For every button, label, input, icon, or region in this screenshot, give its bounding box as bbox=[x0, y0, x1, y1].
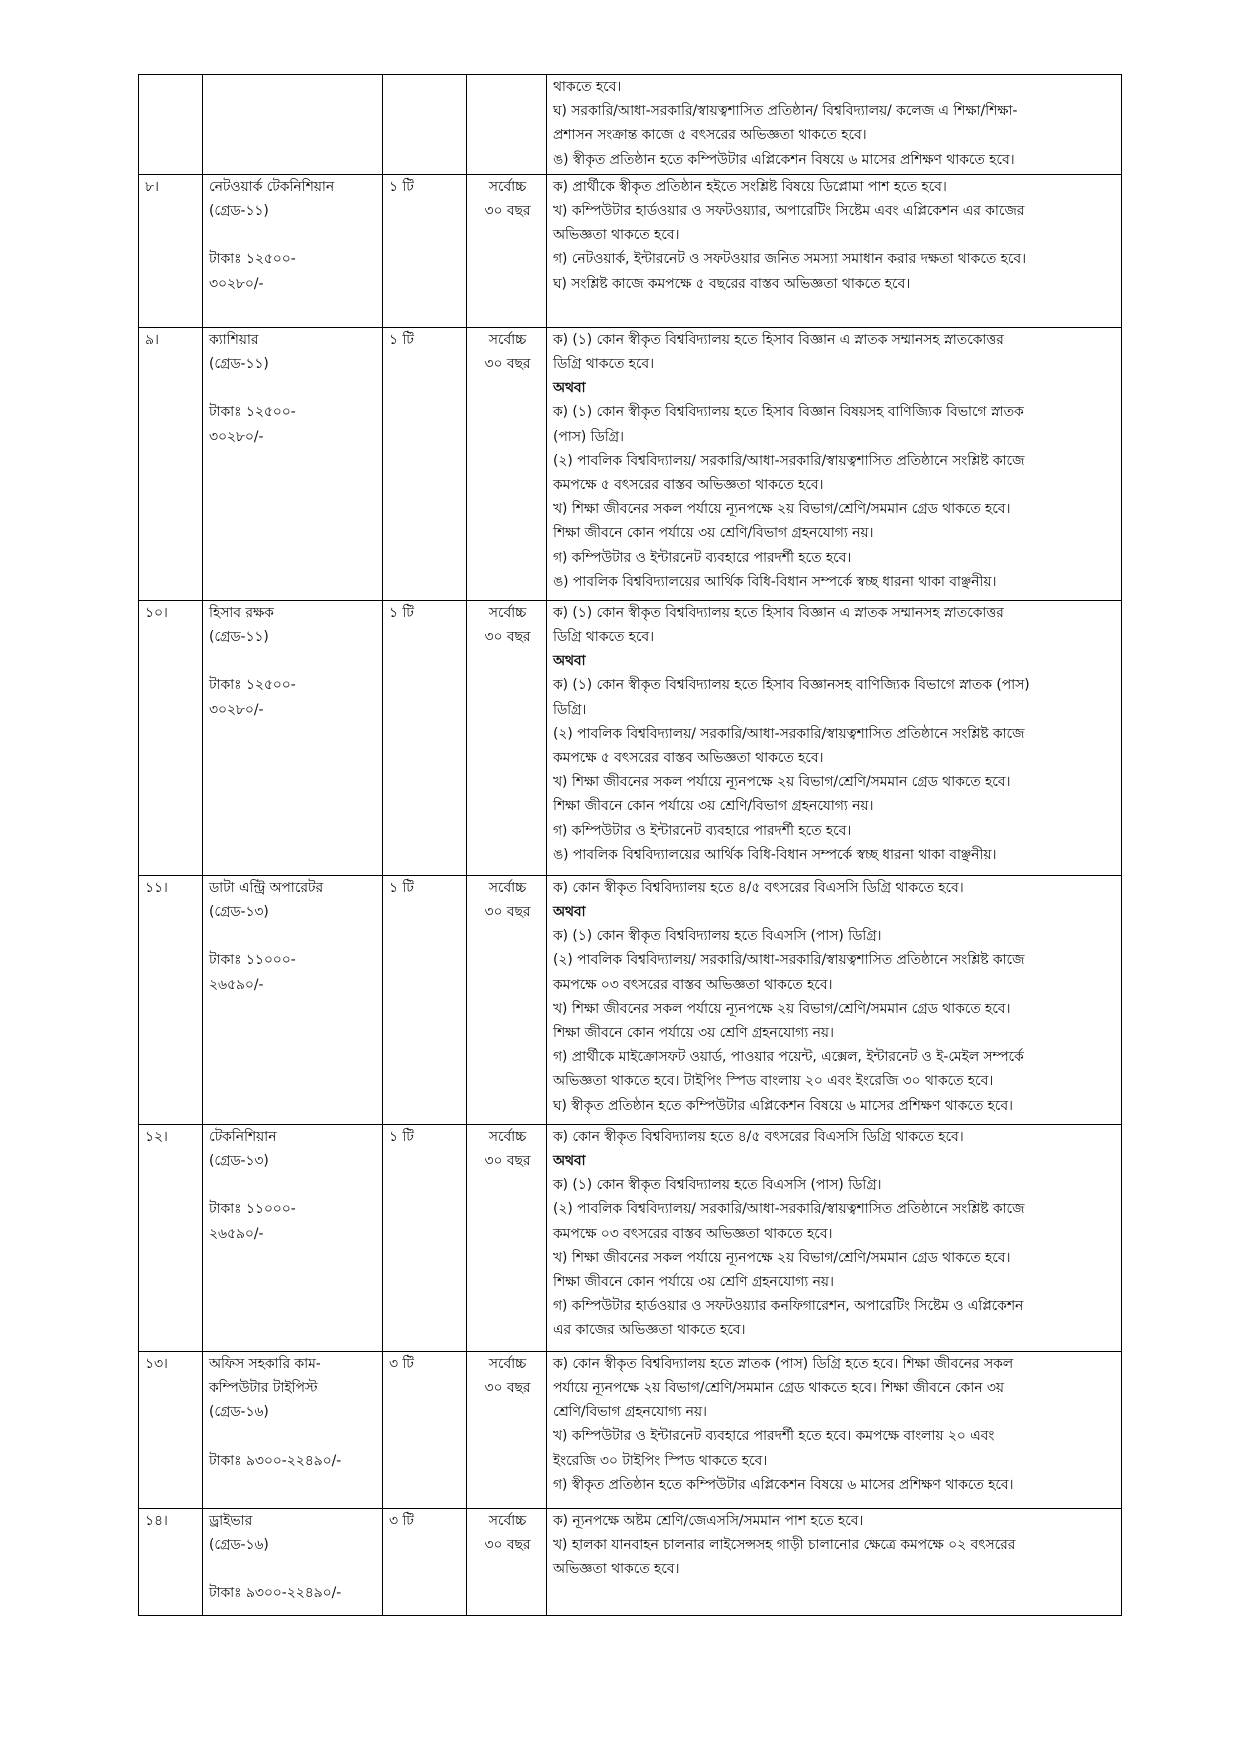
table-row bbox=[139, 875, 1122, 1124]
requirements-cell bbox=[547, 1351, 1122, 1508]
vacancy-count: ৩ টি bbox=[389, 1355, 414, 1372]
or-separator: অথবা bbox=[553, 904, 586, 921]
age-limit-cell bbox=[467, 1351, 547, 1508]
requirement-line: ঙ) পাবলিক বিশ্ববিদ্যালয়ের আর্থিক বিধি-বিধান সম্পর্কে স্বচ্ছ ধারনা থাকা বাঞ্ছনীয়। bbox=[553, 846, 997, 863]
age-limit-cell bbox=[467, 1508, 547, 1615]
post-name-cell bbox=[203, 875, 383, 1124]
vacancy-count: ১ টি bbox=[389, 604, 414, 621]
post-line: ৩০২৮০/- bbox=[209, 701, 264, 718]
serial-number-cell bbox=[139, 600, 203, 875]
post-line: ২৬৫৯০/- bbox=[209, 1225, 264, 1242]
post-line bbox=[209, 1424, 378, 1448]
serial-number-cell bbox=[139, 1351, 203, 1508]
requirement-line: অভিজ্ঞতা থাকতে হবে। bbox=[553, 1561, 680, 1578]
serial-number-cell bbox=[139, 327, 203, 600]
post-line: কম্পিউটার টাইপিস্ট bbox=[209, 1380, 318, 1397]
requirement-line: ক) কোন স্বীকৃত বিশ্ববিদ্যালয় হতে ৪/৫ বৎসরের বিএসসি ডিগ্রি থাকতে হবে। bbox=[553, 1128, 964, 1145]
serial-number: ১৪। bbox=[145, 1512, 168, 1529]
vacancy-count bbox=[389, 75, 462, 99]
requirements-cell bbox=[547, 875, 1122, 1124]
requirement-line: গ) কম্পিউটার ও ইন্টারনেট ব্যবহারে পারদর্শী হতে হবে। bbox=[553, 549, 852, 566]
post-name-cell bbox=[203, 174, 383, 327]
age-limit-cell bbox=[467, 875, 547, 1124]
vacancy-count: ৩ টি bbox=[389, 1512, 414, 1529]
post-line: (গ্রেড-১৩) bbox=[209, 1153, 269, 1170]
requirements-cell bbox=[547, 75, 1122, 175]
requirements-cell bbox=[547, 1124, 1122, 1351]
post-line: ২৬৫৯০/- bbox=[209, 976, 264, 993]
requirements-cell bbox=[547, 1508, 1122, 1615]
requirement-line: ক) (১) কোন স্বীকৃত বিশ্ববিদ্যালয় হতে বিএসসি (পাস) ডিগ্রি। bbox=[553, 1177, 882, 1194]
serial-number-cell bbox=[139, 1508, 203, 1615]
job-requirements-table bbox=[138, 74, 1122, 1616]
requirement-line: থাকতে হবে। bbox=[553, 79, 622, 95]
requirement-line: শিক্ষা জীবনে কোন পর্যায়ে ৩য় শ্রেণি/বিভাগ গ্রহনযোগ্য নয়। bbox=[553, 525, 874, 542]
post-line: হিসাব রক্ষক bbox=[209, 604, 274, 621]
post-line: টাকাঃ ১২৫০০- bbox=[209, 404, 296, 421]
requirement-line: ডিগ্রি থাকতে হবে। bbox=[553, 629, 655, 646]
requirement-line: ডিগ্রি। bbox=[553, 701, 587, 718]
requirement-line: ক) কোন স্বীকৃত বিশ্ববিদ্যালয় হতে স্নাতক (পাস) ডিগ্রি হতে হবে। শিক্ষা জীবনের সকল bbox=[553, 1355, 1014, 1372]
serial-number: ১১। bbox=[145, 879, 168, 896]
requirement-line: গ) কম্পিউটার হার্ডওয়ার ও সফটওয়্যার কনফিগারেশন, অপারেটিং সিষ্টেম ও এপ্লিকেশন bbox=[553, 1298, 1024, 1315]
requirement-line: অভিজ্ঞতা থাকতে হবে। টাইপিং স্পিড বাংলায় ২০ এবং ইংরেজি ৩০ থাকতে হবে। bbox=[553, 1073, 994, 1090]
table-row bbox=[139, 1124, 1122, 1351]
post-line: টাকাঃ ১১০০০- bbox=[209, 1201, 296, 1218]
requirement-line: ক) (১) কোন স্বীকৃত বিশ্ববিদ্যালয় হতে হিসাব বিজ্ঞান এ স্নাতক সম্মানসহ স্নাতকোত্তর bbox=[553, 331, 1004, 348]
age-limit-line: ৩০ বছর bbox=[484, 203, 531, 220]
table-row bbox=[139, 174, 1122, 327]
post-line bbox=[209, 223, 378, 247]
requirement-line: শ্রেণি/বিভাগ গ্রহনযোগ্য নয়। bbox=[553, 1404, 707, 1421]
requirement-line: খ) শিক্ষা জীবনের সকল পর্যায়ে ন্যূনপক্ষে ২য় বিভাগ/শ্রেণি/সমমান গ্রেড থাকতে হবে। bbox=[553, 1249, 1011, 1266]
requirement-line: (পাস) ডিগ্রি। bbox=[553, 428, 624, 445]
requirement-line: ঙ) স্বীকৃত প্রতিষ্ঠান হতে কম্পিউটার এপ্লিকেশন বিষয়ে ৬ মাসের প্রশিক্ষণ থাকতে হবে। bbox=[553, 151, 1015, 168]
or-separator: অথবা bbox=[553, 653, 586, 670]
post-line: (গ্রেড-১১) bbox=[209, 629, 269, 646]
requirements-cell bbox=[547, 174, 1122, 327]
requirement-line: ঘ) সরকারি/আধা-সরকারি/স্বায়ত্বশাসিত প্রতিষ্ঠান/ বিশ্ববিদ্যালয়/ কলেজ এ শিক্ষা/শিক্ষা- bbox=[553, 103, 1018, 120]
vacancy-cell bbox=[383, 1351, 467, 1508]
requirement-line: খ) শিক্ষা জীবনের সকল পর্যায়ে ন্যূনপক্ষে ২য় বিভাগ/শ্রেণি/সমমান গ্রেড থাকতে হবে। bbox=[553, 774, 1011, 791]
post-name-cell bbox=[203, 1508, 383, 1615]
table-row bbox=[139, 327, 1122, 600]
age-limit-line: ৩০ বছর bbox=[484, 629, 531, 646]
serial-number-cell bbox=[139, 174, 203, 327]
requirement-line: খ) কম্পিউটার হার্ডওয়ার ও সফটওয়্যার, অপারেটিং সিষ্টেম এবং এপ্লিকেশন এর কাজের bbox=[553, 203, 1025, 220]
vacancy-cell bbox=[383, 75, 467, 175]
vacancy-cell bbox=[383, 600, 467, 875]
vacancy-cell bbox=[383, 327, 467, 600]
vacancy-count: ১ টি bbox=[389, 331, 414, 348]
post-line: ডাটা এন্ট্রি অপারেটর bbox=[209, 879, 324, 896]
serial-number: ১০। bbox=[145, 604, 168, 621]
requirement-line: ক) (১) কোন স্বীকৃত বিশ্ববিদ্যালয় হতে বিএসসি (পাস) ডিগ্রি। bbox=[553, 928, 882, 945]
requirement-line: গ) কম্পিউটার ও ইন্টারনেট ব্যবহারে পারদর্শী হতে হবে। bbox=[553, 822, 852, 839]
post-name-cell bbox=[203, 75, 383, 175]
post-line: টাকাঃ ১২৫০০- bbox=[209, 251, 296, 268]
requirement-line: খ) শিক্ষা জীবনের সকল পর্যায়ে ন্যূনপক্ষে ২য় বিভাগ/শ্রেণি/সমমান গ্রেড থাকতে হবে। bbox=[553, 501, 1011, 518]
age-limit-line: ৩০ বছর bbox=[484, 1537, 531, 1554]
post-line: (গ্রেড-১৩) bbox=[209, 904, 269, 921]
requirement-line: গ) স্বীকৃত প্রতিষ্ঠান হতে কম্পিউটার এপ্লিকেশন বিষয়ে ৬ মাসের প্রশিক্ষণ থাকতে হবে। bbox=[553, 1476, 1014, 1493]
age-limit-cell bbox=[467, 75, 547, 175]
post-line: টাকাঃ ৯৩০০-২২৪৯০/- bbox=[209, 1585, 342, 1602]
table-row bbox=[139, 1351, 1122, 1508]
requirement-line: খ) শিক্ষা জীবনের সকল পর্যায়ে ন্যূনপক্ষে ২য় বিভাগ/শ্রেণি/সমমান গ্রেড থাকতে হবে। bbox=[553, 1000, 1011, 1017]
vacancy-cell bbox=[383, 875, 467, 1124]
vacancy-cell bbox=[383, 1124, 467, 1351]
serial-number-cell bbox=[139, 875, 203, 1124]
table-row bbox=[139, 75, 1122, 175]
table-row bbox=[139, 1508, 1122, 1615]
requirement-line: শিক্ষা জীবনে কোন পর্যায়ে ৩য় শ্রেণি গ্রহনযোগ্য নয়। bbox=[553, 1025, 834, 1042]
requirement-line: ক) (১) কোন স্বীকৃত বিশ্ববিদ্যালয় হতে হিসাব বিজ্ঞান এ স্নাতক সম্মানসহ স্নাতকোত্তর bbox=[553, 604, 1004, 621]
vacancy-count: ১ টি bbox=[389, 178, 414, 195]
post-line: ক্যাশিয়ার bbox=[209, 331, 259, 348]
post-line: ৩০২৮০/- bbox=[209, 428, 264, 445]
requirement-line: ঘ) স্বীকৃত প্রতিষ্ঠান হতে কম্পিউটার এপ্লিকেশন বিষয়ে ৬ মাসের প্রশিক্ষণ থাকতে হবে। bbox=[553, 1097, 1013, 1114]
requirement-line: খ) হালকা যানবাহন চালনার লাইসেন্সসহ গাড়ী চালানোর ক্ষেত্রে কমপক্ষে ০২ বৎসরের bbox=[553, 1537, 1016, 1554]
requirement-line: শিক্ষা জীবনে কোন পর্যায়ে ৩য় শ্রেণি/বিভাগ গ্রহনযোগ্য নয়। bbox=[553, 798, 874, 815]
vacancy-cell bbox=[383, 1508, 467, 1615]
post-line: টেকনিশিয়ান bbox=[209, 1128, 277, 1145]
age-limit-cell bbox=[467, 600, 547, 875]
requirement-line: ক) (১) কোন স্বীকৃত বিশ্ববিদ্যালয় হতে হিসাব বিজ্ঞান বিষয়সহ বাণিজ্যিক বিভাগে স্নাতক bbox=[553, 404, 1024, 421]
requirement-line: ক) প্রার্থীকে স্বীকৃত প্রতিষ্ঠান হইতে সংশ্লিষ্ট বিষয়ে ডিপ্লোমা পাশ হতে হবে। bbox=[553, 178, 947, 195]
requirements-cell bbox=[547, 600, 1122, 875]
post-name-cell bbox=[203, 1124, 383, 1351]
requirement-line: কমপক্ষে ০৩ বৎসরের বাস্তব অভিজ্ঞতা থাকতে হবে। bbox=[553, 976, 833, 993]
age-limit-line: ৩০ বছর bbox=[484, 1380, 531, 1397]
requirement-line: ক) কোন স্বীকৃত বিশ্ববিদ্যালয় হতে ৪/৫ বৎসরের বিএসসি ডিগ্রি থাকতে হবে। bbox=[553, 879, 964, 896]
requirement-line: ঘ) সংশ্লিষ্ট কাজে কমপক্ষে ৫ বছরের বাস্তব অভিজ্ঞতা থাকতে হবে। bbox=[553, 275, 911, 292]
post-name-cell bbox=[203, 327, 383, 600]
age-limit-line: সর্বোচ্চ bbox=[488, 604, 527, 621]
post-line: টাকাঃ ৯৩০০-২২৪৯০/- bbox=[209, 1452, 342, 1469]
requirement-line: গ) নেটওয়ার্ক, ইন্টারনেট ও সফটওয়ার জনিত সমস্যা সমাধান করার দক্ষতা থাকতে হবে। bbox=[553, 251, 1027, 268]
vacancy-count: ১ টি bbox=[389, 879, 414, 896]
or-separator: অথবা bbox=[553, 1153, 586, 1170]
requirement-line: এর কাজের অভিজ্ঞতা থাকতে হবে। bbox=[553, 1322, 746, 1339]
serial-number-cell bbox=[139, 1124, 203, 1351]
vacancy-count: ১ টি bbox=[389, 1128, 414, 1145]
requirement-line: ক) ন্যূনপক্ষে অষ্টম শ্রেণি/জেএসসি/সমমান পাশ হতে হবে। bbox=[553, 1512, 864, 1529]
age-limit-line: সর্বোচ্চ bbox=[488, 879, 527, 896]
post-line: টাকাঃ ১২৫০০- bbox=[209, 677, 296, 694]
age-limit-line: সর্বোচ্চ bbox=[488, 1512, 527, 1529]
post-line bbox=[209, 649, 378, 673]
post-line: অফিস সহকারি কাম- bbox=[209, 1355, 321, 1372]
requirement-line: খ) কম্পিউটার ও ইন্টারনেট ব্যবহারে পারদর্শী হতে হবে। কমপক্ষে বাংলায় ২০ এবং bbox=[553, 1428, 995, 1445]
age-limit-line: ৩০ বছর bbox=[484, 1153, 531, 1170]
age-limit-line: সর্বোচ্চ bbox=[488, 331, 527, 348]
post-line: নেটওয়ার্ক টেকনিশিয়ান bbox=[209, 178, 335, 195]
serial-number: ১২। bbox=[145, 1128, 168, 1145]
table-row bbox=[139, 600, 1122, 875]
post-line: (গ্রেড-১৬) bbox=[209, 1404, 269, 1421]
or-separator: অথবা bbox=[553, 380, 586, 397]
age-limit-cell bbox=[467, 1124, 547, 1351]
post-name-cell bbox=[203, 600, 383, 875]
requirement-line: কমপক্ষে ৫ বৎসরের বাস্তব অভিজ্ঞতা থাকতে হবে। bbox=[553, 477, 824, 494]
serial-number: ৯। bbox=[145, 331, 159, 348]
requirement-line: প্রশাসন সংক্রান্ত কাজে ৫ বৎসরের অভিজ্ঞতা থাকতে হবে। bbox=[553, 127, 867, 144]
requirement-line: (২) পাবলিক বিশ্ববিদ্যালয়/ সরকারি/আধা-সরকারি/স্বায়ত্বশাসিত প্রতিষ্ঠানে সংশ্লিষ্ট কাজে bbox=[553, 1201, 1025, 1218]
vacancy-cell bbox=[383, 174, 467, 327]
post-line: (গ্রেড-১১) bbox=[209, 356, 269, 373]
post-line: ড্রাইভার bbox=[209, 1512, 253, 1529]
serial-number: ১৩। bbox=[145, 1355, 168, 1372]
post-line: (গ্রেড-১৬) bbox=[209, 1537, 269, 1554]
requirement-line: ঙ) পাবলিক বিশ্ববিদ্যালয়ের আর্থিক বিধি-বিধান সম্পর্কে স্বচ্ছ ধারনা থাকা বাঞ্ছনীয়। bbox=[553, 573, 997, 590]
table-body bbox=[139, 75, 1122, 1616]
requirement-line: ডিগ্রি থাকতে হবে। bbox=[553, 356, 655, 373]
requirement-line: অভিজ্ঞতা থাকতে হবে। bbox=[553, 227, 680, 244]
age-limit-cell bbox=[467, 327, 547, 600]
requirement-line: শিক্ষা জীবনে কোন পর্যায়ে ৩য় শ্রেণি গ্রহনযোগ্য নয়। bbox=[553, 1274, 834, 1291]
age-limit-line: সর্বোচ্চ bbox=[488, 1355, 527, 1372]
serial-number-cell bbox=[139, 75, 203, 175]
requirements-cell bbox=[547, 327, 1122, 600]
requirement-line: কমপক্ষে ৫ বৎসরের বাস্তব অভিজ্ঞতা থাকতে হবে। bbox=[553, 750, 824, 767]
requirement-line: ক) (১) কোন স্বীকৃত বিশ্ববিদ্যালয় হতে হিসাব বিজ্ঞানসহ বাণিজ্যিক বিভাগে স্নাতক (পাস) bbox=[553, 677, 1030, 694]
age-limit-line: সর্বোচ্চ bbox=[488, 178, 527, 195]
serial-number: ৮। bbox=[145, 178, 159, 195]
serial-number bbox=[145, 75, 198, 99]
requirement-line: (২) পাবলিক বিশ্ববিদ্যালয়/ সরকারি/আধা-সরকারি/স্বায়ত্বশাসিত প্রতিষ্ঠানে সংশ্লিষ্ট কাজে bbox=[553, 725, 1025, 742]
age-limit-line: ৩০ বছর bbox=[484, 904, 531, 921]
age-limit-cell bbox=[467, 174, 547, 327]
post-line bbox=[209, 1557, 378, 1581]
post-line bbox=[209, 924, 378, 948]
requirement-line: পর্যায়ে ন্যূনপক্ষে ২য় বিভাগ/শ্রেণি/সমমান গ্রেড থাকতে হবে। শিক্ষা জীবনে কোন ৩য় bbox=[553, 1380, 1004, 1397]
requirement-line: (২) পাবলিক বিশ্ববিদ্যালয়/ সরকারি/আধা-সরকারি/স্বায়ত্বশাসিত প্রতিষ্ঠানে সংশ্লিষ্ট কাজে bbox=[553, 952, 1025, 969]
requirement-line: কমপক্ষে ০৩ বৎসরের বাস্তব অভিজ্ঞতা থাকতে হবে। bbox=[553, 1225, 833, 1242]
post-line: টাকাঃ ১১০০০- bbox=[209, 952, 296, 969]
requirement-line: গ) প্রার্থীকে মাইক্রোসফট ওয়ার্ড, পাওয়ার পয়েন্ট, এক্সেল, ইন্টারনেট ও ই-মেইল সম্পর্কে bbox=[553, 1049, 1024, 1066]
post-line bbox=[209, 376, 378, 400]
post-name-cell bbox=[203, 1351, 383, 1508]
requirement-line: ইংরেজি ৩০ টাইপিং স্পিড থাকতে হবে। bbox=[553, 1452, 768, 1469]
post-line: (গ্রেড-১১) bbox=[209, 203, 269, 220]
post-line: ৩০২৮০/- bbox=[209, 275, 264, 292]
post-line bbox=[209, 1173, 378, 1197]
age-limit-line: সর্বোচ্চ bbox=[488, 1128, 527, 1145]
requirement-line: (২) পাবলিক বিশ্ববিদ্যালয়/ সরকারি/আধা-সরকারি/স্বায়ত্বশাসিত প্রতিষ্ঠানে সংশ্লিষ্ট কাজে bbox=[553, 452, 1025, 469]
age-limit-line: ৩০ বছর bbox=[484, 356, 531, 373]
